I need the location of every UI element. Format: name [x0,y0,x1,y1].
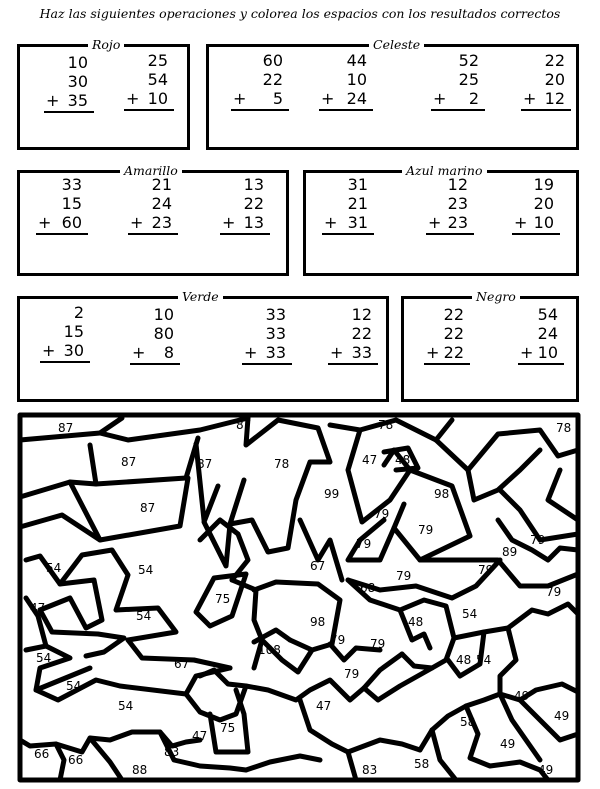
region-label: 79 [546,585,562,599]
problem: 33 15 + 60 [36,175,88,235]
problem: 44 10 + 24 [319,51,373,111]
problem: 22 20 + 12 [521,51,571,111]
region-label: 48 [408,615,424,629]
problem: 12 23 + 23 [426,175,474,235]
region-label: 87 [140,501,156,515]
region-label: 54 [136,609,152,623]
region-labels [30,418,571,777]
region-label: 79 [530,533,546,547]
region-label: 78 [274,457,290,471]
region-outlines [20,415,578,780]
region-label: 79 [330,633,346,647]
region-label: 54 [476,653,492,667]
box-title-celeste: Celeste [369,37,424,53]
region-label: 54 [36,651,52,665]
region-label: 47 [30,601,46,615]
region-label: 79 [370,637,386,651]
box-title-rojo: Rojo [88,37,124,53]
region-label: 87 [121,455,137,469]
region-label: 67 [174,657,190,671]
region-label: 66 [34,747,50,761]
region-label: 75 [215,592,231,606]
problem: 25 54 + 10 [124,51,174,111]
region-label: 54 [462,607,478,621]
region-label: 79 [478,563,494,577]
region-label: 98 [310,615,326,629]
problem: 33 33 + 33 [242,305,292,365]
region-label: 79 [396,569,412,583]
region-label: 49 [538,763,554,777]
region-label: 58 [414,757,430,771]
box-title-verde: Verde [178,289,223,305]
region-label: 99 [324,487,340,501]
region-label: 89 [502,545,518,559]
region-label: 47 [192,729,208,743]
problem: 52 25 + 2 [431,51,485,111]
problem: 22 22 + 22 [424,305,470,365]
region-label: 47 [362,453,378,467]
region-label: 79 [418,523,434,537]
region-label: 79 [344,667,360,681]
region-label: 49 [514,689,530,703]
region-label: 49 [500,737,516,751]
region-label: 48 [395,453,411,467]
box-title-azul-marino: Azul marino [402,163,487,179]
problem: 21 24 + 23 [128,175,178,235]
problem: 10 30 + 35 [44,53,94,113]
region-label: 47 [316,699,332,713]
region-label: 54 [138,563,154,577]
region-label: 79 [374,507,390,521]
problem: 2 15 + 30 [40,303,90,363]
region-label: 54 [66,679,82,693]
problem: 10 80 + 8 [130,305,180,365]
region-label: 58 [460,715,476,729]
region-label: 54 [46,561,62,575]
problem: 13 22 + 13 [220,175,270,235]
problem: 31 21 + 31 [322,175,374,235]
region-label: 108 [258,643,281,657]
region-label: 87 [236,418,252,432]
region-label: 54 [118,699,134,713]
region-label: 67 [310,559,326,573]
region-label: 78 [378,418,394,432]
region-label: 78 [556,421,572,435]
box-title-amarillo: Amarillo [120,163,182,179]
instructions: Haz las siguientes operaciones y colorea los espacios con los resultados correctos [39,6,561,21]
problem: 12 22 + 33 [328,305,378,365]
region-label: 87 [58,421,74,435]
region-label: 66 [68,753,84,767]
region-label: 49 [554,709,570,723]
region-label: 68 [360,581,376,595]
problem: 54 24 + 10 [518,305,564,365]
region-label: 79 [356,537,372,551]
problem: 19 20 + 10 [512,175,560,235]
region-label: 98 [434,487,450,501]
region-label: 88 [132,763,148,777]
region-label: 48 [456,653,472,667]
region-label: 83 [362,763,378,777]
region-label: 87 [197,457,213,471]
region-label: 83 [164,745,180,759]
problem: 60 22 + 5 [231,51,289,111]
region-label: 75 [220,721,236,735]
box-title-negro: Negro [472,289,520,305]
